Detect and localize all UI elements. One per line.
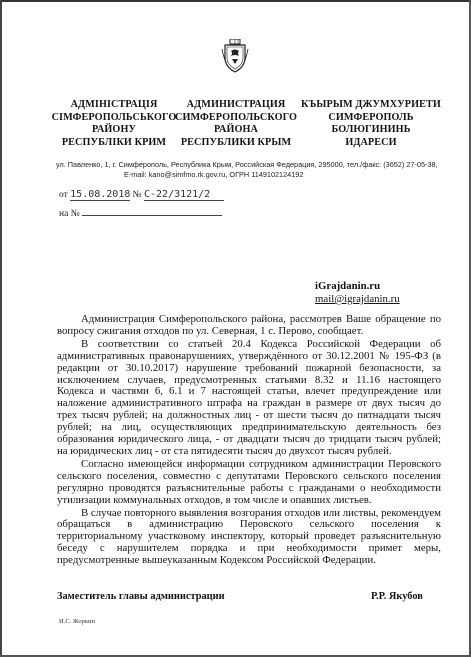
header-crimean-tatar-line: ИДАРЕСИ [345, 136, 397, 148]
header-crimean-tatar [301, 99, 441, 149]
header-ukrainian-line: РАЙОНУ [91, 124, 137, 135]
header-crimean-tatar-line: КЪЫРЫМ ДЖУМХУРИЕТИ [301, 99, 441, 110]
registration-date: 15.08.2018 [70, 189, 131, 200]
registration-number: С-22/3121/2 [144, 189, 224, 201]
header-russian [166, 99, 306, 149]
reference-number-blank [82, 206, 222, 216]
executor-name: И.С. Жоркин [59, 618, 96, 625]
number-label: № [132, 190, 142, 200]
address-line: ул. Павленко, 1, г. Симферополь, Республика Крым, Российская Федерация, 295000, тел./факс: (3652) 27-05-38, [56, 160, 438, 169]
recipient-email[interactable]: mail@igrajdanin.ru [315, 293, 400, 305]
signatory-name: Р.Р. Якубов [371, 591, 423, 602]
coat-of-arms-icon [221, 39, 249, 73]
body-paragraph: Администрация Симферопольского района, рассмотрев Ваше обращение по вопросу сжигания отходов по ул. Северная, 1 с. Перово, сообщает. [57, 313, 441, 337]
letter-body [57, 314, 441, 567]
scan-border-top [0, 0, 471, 2]
header-russian-line: АДМИНИСТРАЦИЯ [186, 99, 286, 110]
from-label: от [59, 190, 68, 200]
header-ukrainian-line: АДМІНІСТРАЦІЯ [70, 99, 158, 110]
header-russian-line: СИМФЕРОПОЛЬСКОГО [175, 111, 297, 123]
recipient-name: iGrajdanin.ru [315, 280, 381, 292]
header-ukrainian-line: РЕСПУБЛІКИ КРИМ [61, 136, 167, 148]
recipient-block [315, 280, 400, 306]
signatory-title: Заместитель главы администрации [57, 591, 225, 602]
header-crimean-tatar-line: БОЛЮГИНИНЬ [331, 124, 411, 135]
header-russian-line: РЕСПУБЛИКИ КРЫМ [180, 136, 292, 148]
header-ukrainian-line: СІМФЕРОПОЛЬСЬКОГО [51, 111, 177, 123]
contact-line: E-mail: kano@simfmo.rk.gov.ru, ОГРН 1149102124192 [124, 170, 304, 179]
body-paragraph: Согласно имеющейся информации сотрудником администрации Перовского сельского поселения, совместно с депутатами Перовского сельского поселения регулярно проводятся разъяснительные работы с гражданами о необходимости утилизации коммунальных отходов, в том числе и опавших листьев. [57, 457, 441, 506]
body-paragraph: В случае повторного выявления возгорания отходов или листвы, рекомендуем обращаться в администрацию Перовского сельского поселения к территориальному участковому инспектору, который проведет разъяснительную беседу с нарушителем порядка и при необходимости примет меры, предусмотренные вышеуказанным Кодексом Российской Федерации. [57, 506, 442, 567]
body-paragraph: В соответствии со статьей 20.4 Кодекса Российской Федерации об административных правонарушениях, утверждённого от 30.12.2001 № 195-ФЗ (в редакции от 30.10.2017) нарушение требований пожарной безопасности, за исключением случаев, предусмотренных статьями 8.32 и 11.16 настоящего Кодекса и частями 6, 6.1 и 7 настоящей статьи, влечет предупреждение или наложение административного штрафа на граждан в размере от двух тысяч до трех тысяч рублей; на должностных лиц - от шести тысяч до пятнадцати тысяч рублей; на лиц, осуществляющих предпринимательскую деятельность без образования юридического лица, - от двадцати тысяч до тридцати тысяч рублей; на юридических лиц - от ста пятидесяти тысяч до двухсот тысяч рублей. [57, 337, 441, 457]
registration-to [59, 206, 222, 219]
header-crimean-tatar-line: СИМФЕРОПОЛЬ [328, 111, 414, 123]
registration-from [59, 189, 224, 201]
scan-border-left [0, 0, 2, 657]
header-russian-line: РАЙОНА [213, 124, 258, 135]
to-label: на № [59, 209, 80, 219]
header-ukrainian [44, 99, 184, 149]
